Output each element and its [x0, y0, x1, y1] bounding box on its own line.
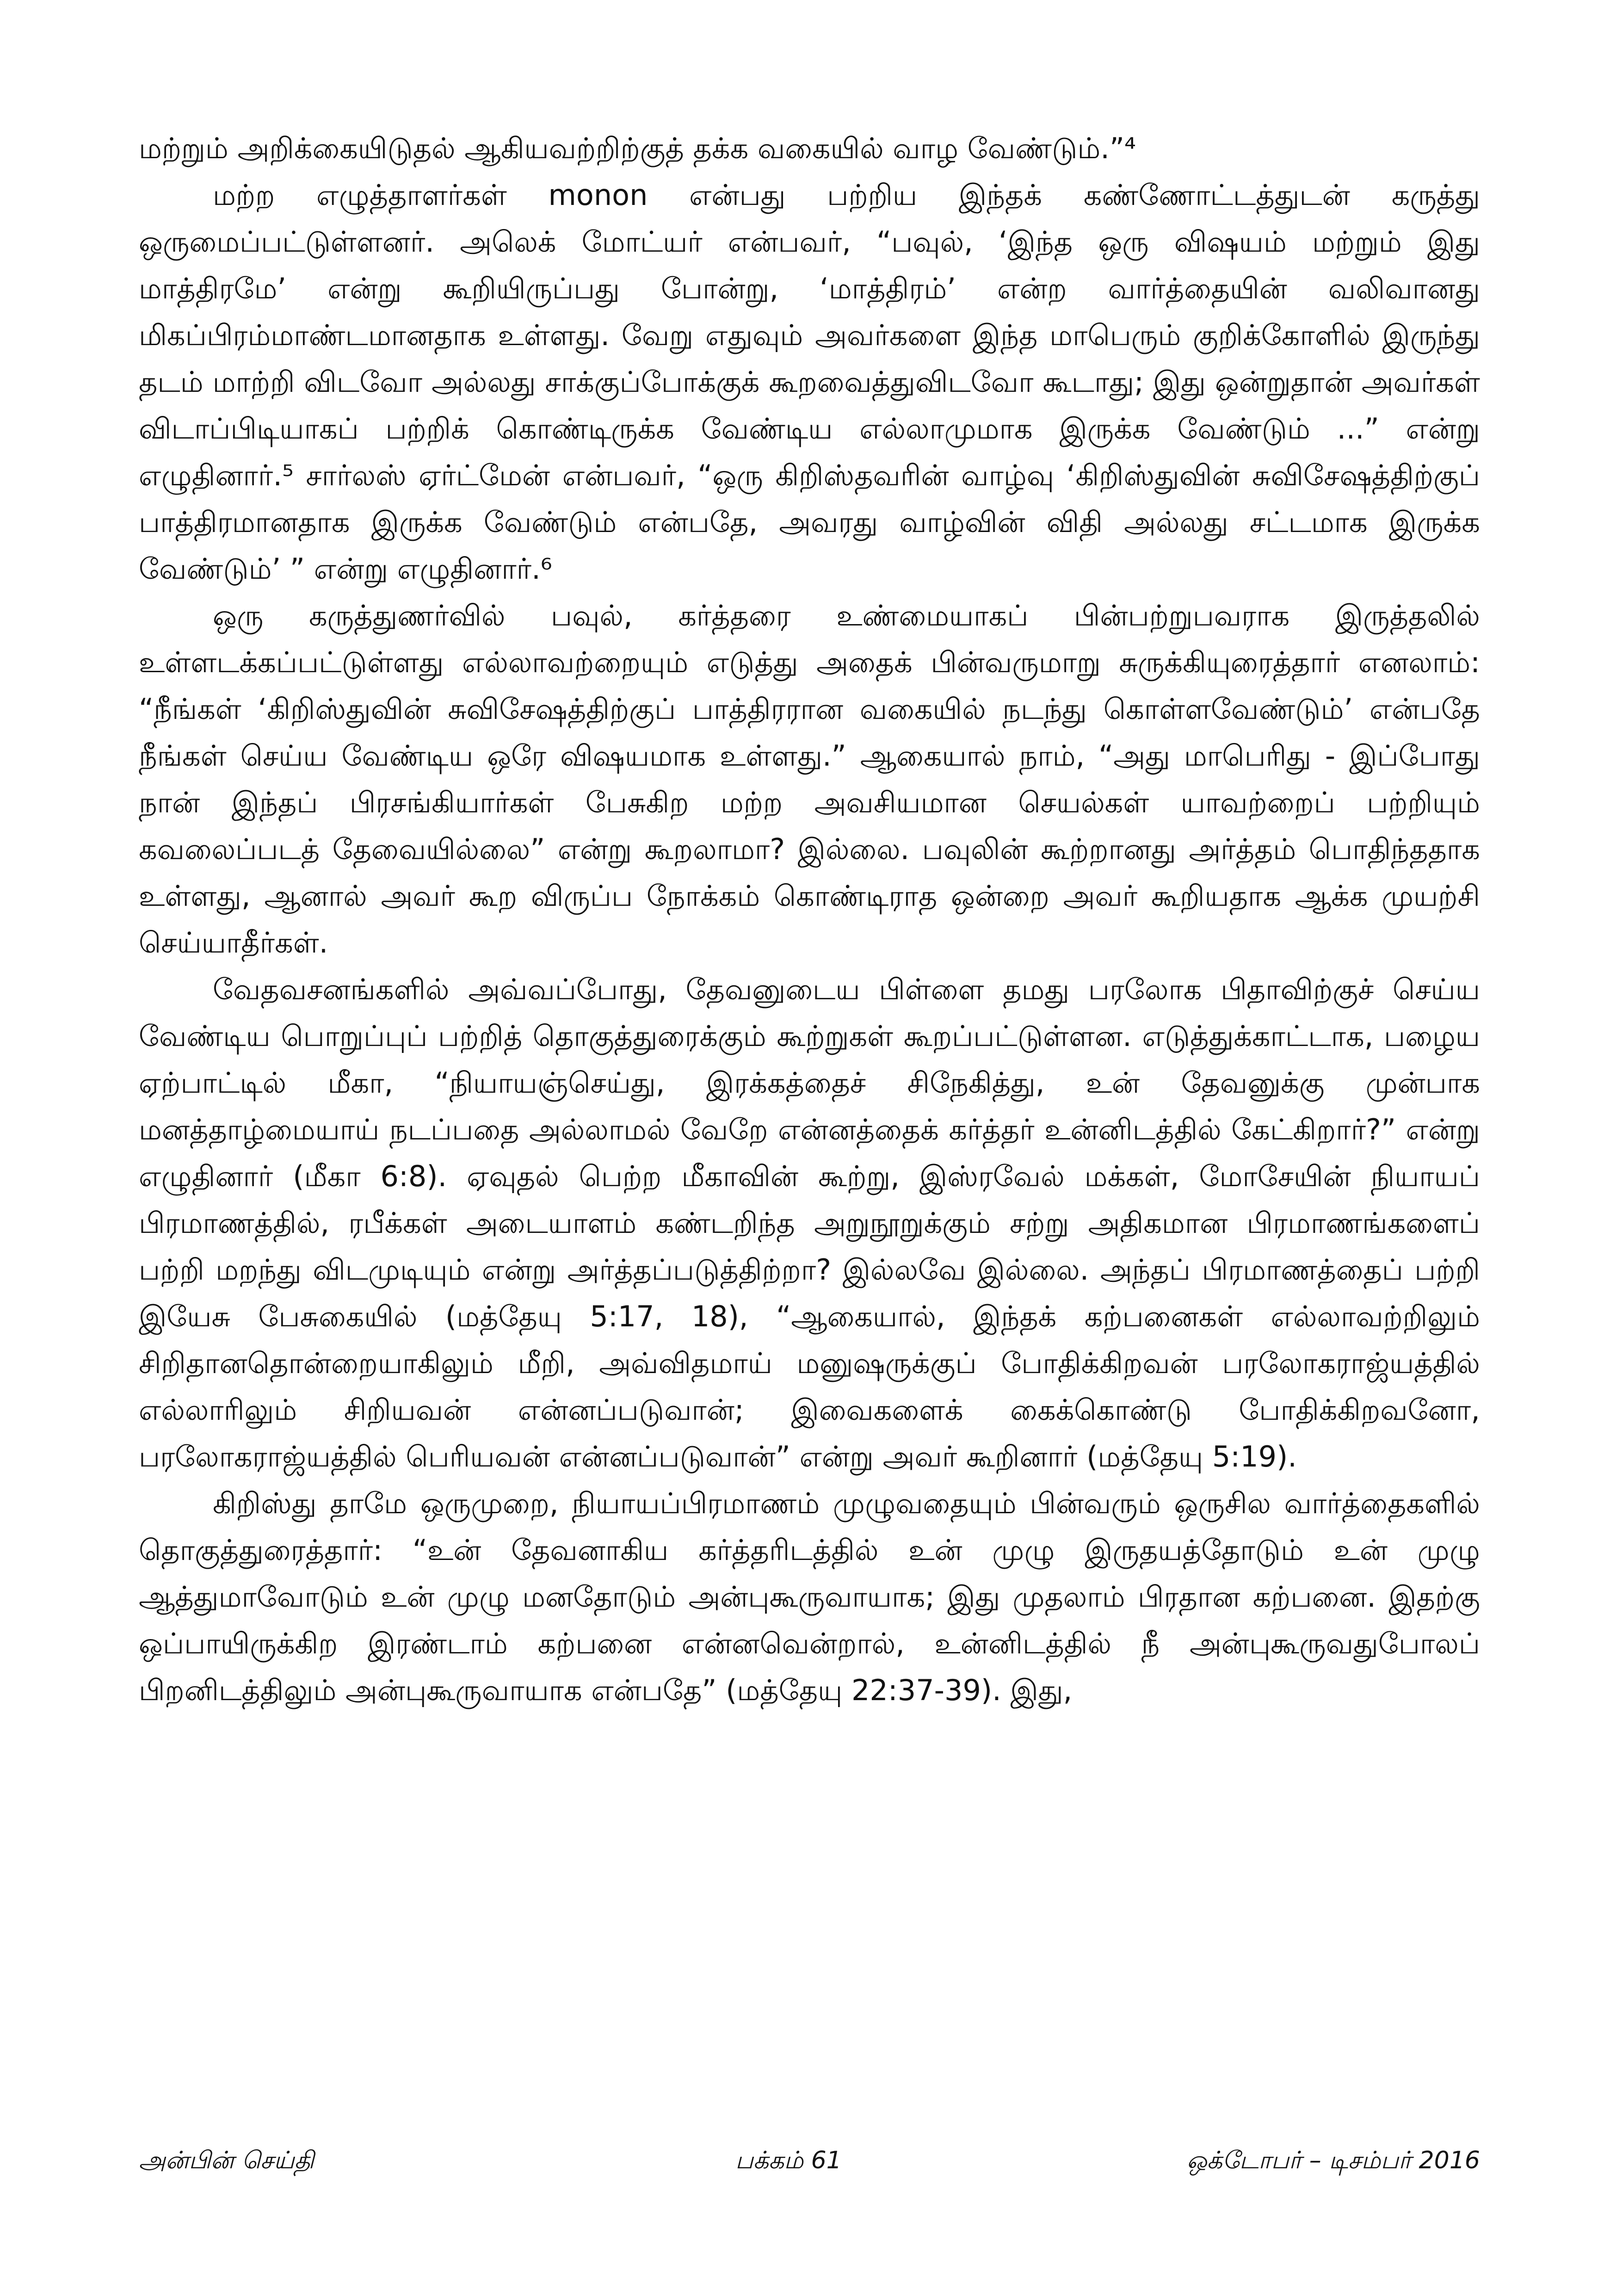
page-footer [139, 2147, 1480, 2184]
publication-name: அன்பின் செய்தி [139, 2147, 315, 2174]
paragraph-2: மற்ற எழுத்தாளர்கள் monon என்பது பற்றிய இந்தக் கண்ணோட்டத்துடன் கருத்து ஒருமைப்பட்டுள்ளனர். அலெக் மோட்யர் என்பவர், “பவுல், ‘இந்த ஒரு விஷயம் மற்றும் இது மாத்திரமே’ என்று கூறியிருப்பது போன்று, ‘மாத்திரம்’ என்ற வார்த்தையின் வலிவானது மிகப்பிரம்மாண்டமானதாக உள்ளது. வேறு எதுவும் அவர்களை இந்த மாபெரும் குறிக்கோளில் இருந்து தடம் மாற்றி விடவோ அல்லது சாக்குப்போக்குக் கூறவைத்துவிடவோ கூடாது; இது ஒன்றுதான் அவர்கள் விடாப்பிடியாகப் பற்றிக் கொண்டிருக்க வேண்டிய எல்லாமுமாக இருக்க வேண்டும் ...” என்று எழுதினார்.⁵ சார்லஸ் ஏர்ட்மேன் என்பவர், “ஒரு கிறிஸ்தவரின் வாழ்வு ‘கிறிஸ்துவின் சுவிசேஷத்திற்குப் பாத்திரமானதாக இருக்க வேண்டும் என்பதே, அவரது வாழ்வின் விதி அல்லது சட்டமாக இருக்க வேண்டும்’ ” என்று எழுதினார்.⁶ [139, 178, 1480, 586]
paragraph-4: வேதவசனங்களில் அவ்வப்போது, தேவனுடைய பிள்ளை தமது பரலோக பிதாவிற்குச் செய்ய வேண்டிய பொறுப்புப் பற்றித் தொகுத்துரைக்கும் கூற்றுகள் கூறப்பட்டுள்ளன. எடுத்துக்காட்டாக, பழைய ஏற்பாட்டில் மீகா, “நியாயஞ்செய்து, இரக்கத்தைச் சிநேகித்து, உன் தேவனுக்கு முன்பாக மனத்தாழ்மையாய் நடப்பதை அல்லாமல் வேறே என்னத்தைக் கர்த்தர் உன்னிடத்தில் கேட்கிறார்?” என்று எழுதினார் (மீகா 6:8). ஏவுதல் பெற்ற மீகாவின் கூற்று, இஸ்ரவேல் மக்கள், மோசேயின் நியாயப் பிரமாணத்தில், ரபீக்கள் அடையாளம் கண்டறிந்த அறுநூறுக்கும் சற்று அதிகமான பிரமாணங்களைப் பற்றி மறந்து விடமுடியும் என்று அர்த்தப்படுத்திற்றா? இல்லவே இல்லை. அந்தப் பிரமாணத்தைப் பற்றி இயேசு பேசுகையில் (மத்தேயு 5:17, 18), “ஆகையால், இந்தக் கற்பனைகள் எல்லாவற்றிலும் சிறிதானதொன்றையாகிலும் மீறி, அவ்விதமாய் மனுஷருக்குப் போதிக்கிறவன் பரலோகராஜ்யத்தில் எல்லாரிலும் சிறியவன் என்னப்படுவான்; இவைகளைக் கைக்கொண்டு போதிக்கிறவனோ, பரலோகராஜ்யத்தில் பெரியவன் என்னப்படுவான்” என்று அவர் கூறினார் (மத்தேயு 5:19). [139, 972, 1480, 1473]
paragraph-5: கிறிஸ்து தாமே ஒருமுறை, நியாயப்பிரமாணம் முழுவதையும் பின்வரும் ஒருசில வார்த்தைகளில் தொகுத்துரைத்தார்: “உன் தேவனாகிய கர்த்தரிடத்தில் உன் முழு இருதயத்தோடும் உன் முழு ஆத்துமாவோடும் உன் முழு மனதோடும் அன்புகூருவாயாக; இது முதலாம் பிரதான கற்பனை. இதற்கு ஒப்பாயிருக்கிற இரண்டாம் கற்பனை என்னவென்றால், உன்னிடத்தில் நீ அன்புகூருவதுபோலப் பிறனிடத்திலும் அன்புகூருவாயாக என்பதே” (மத்தேயு 22:37-39). இது, [139, 1486, 1480, 1707]
document-body [139, 125, 1480, 1714]
issue-date: ஒக்டோபர் – டிசம்பர் 2016 [1187, 2147, 1480, 2174]
paragraph-3: ஒரு கருத்துணர்வில் பவுல், கர்த்தரை உண்மையாகப் பின்பற்றுபவராக இருத்தலில் உள்ளடக்கப்பட்டுள்ளது எல்லாவற்றையும் எடுத்து அதைக் பின்வருமாறு சுருக்கியுரைத்தார் எனலாம்: “நீங்கள் ‘கிறிஸ்துவின் சுவிசேஷத்திற்குப் பாத்திரரான வகையில் நடந்து கொள்ளவேண்டும்’ என்பதே நீங்கள் செய்ய வேண்டிய ஒரே விஷயமாக உள்ளது.” ஆகையால் நாம், “அது மாபெரிது - இப்போது நான் இந்தப் பிரசங்கியார்கள் பேசுகிற மற்ற அவசியமான செயல்கள் யாவற்றைப் பற்றியும் கவலைப்படத் தேவையில்லை” என்று கூறலாமா? இல்லை. பவுலின் கூற்றானது அர்த்தம் பொதிந்ததாக உள்ளது, ஆனால் அவர் கூற விருப்ப நோக்கம் கொண்டிராத ஒன்றை அவர் கூறியதாக ஆக்க முயற்சி செய்யாதீர்கள். [139, 599, 1480, 959]
paragraph-1: மற்றும் அறிக்கையிடுதல் ஆகியவற்றிற்குத் தக்க வகையில் வாழ வேண்டும்.”⁴ [139, 131, 1136, 165]
page-number: பக்கம் 61 [735, 2147, 842, 2174]
